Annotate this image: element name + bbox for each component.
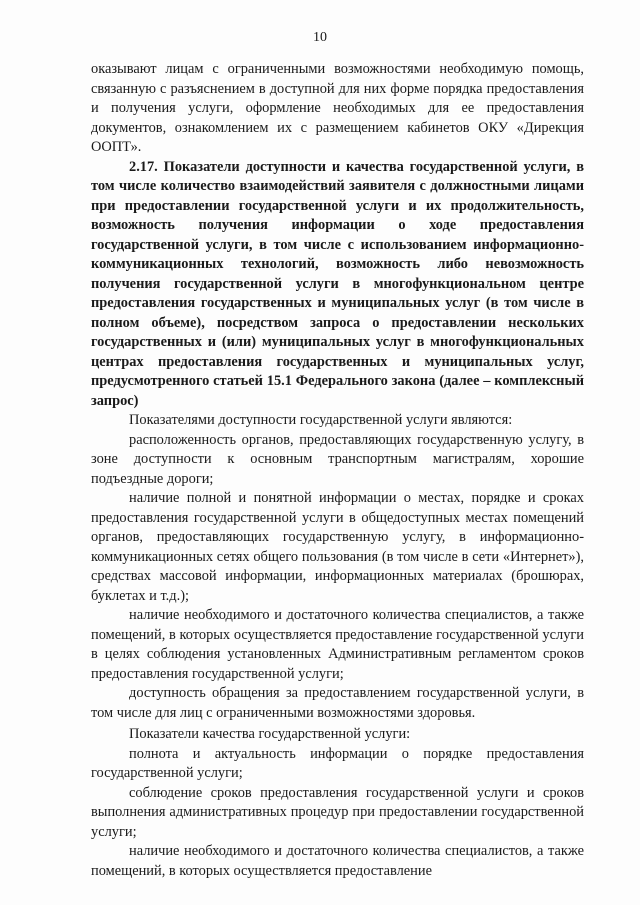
paragraph-deadlines: соблюдение сроков предоставления государственной услуги и сроков выполнения административных процедур при предоставлении государственной услуги; — [91, 784, 584, 840]
page-number: 10 — [313, 30, 327, 45]
paragraph-quality-intro: Показатели качества государственной услуги: — [129, 726, 411, 742]
paragraph-specialists-quality: наличие необходимого и достаточного количества специалистов, а также помещений, в которых осуществляется предоставление — [91, 843, 584, 879]
paragraph-continuation: оказывают лицам с ограниченными возможностями необходимую помощь, связанную с разъяснением в доступной для них форме порядка предоставления и получения услуги, оформление необходимых для ее предоставления документов, ознакомлением их с размещением кабинетов ОКУ «Дирекция ООПТ». — [91, 61, 584, 155]
section-heading-2-17: 2.17. Показатели доступности и качества государственной услуги, в том числе количество взаимодействий заявителя с должностными лицами при предоставлении государственной услуги и их продолжительность, возможность получения информации о ходе предоставления государственной услуги, в том числе с использованием информационно-коммуникационных технологий, возможность либо невозможность получения государственной услуги в многофункциональном центре предоставления государственных и муниципальных услуг (в том числе в полном объеме), посредством запроса о предоставлении нескольких государственных и (или) муниципальных услуг в многофункциональных центрах предоставления государственных и муниципальных услуг, предусмотренного статьей 15.1 Федерального закона (далее – комплексный запрос) — [91, 158, 584, 409]
paragraph-accessibility-intro: Показателями доступности государственной услуги являются: — [129, 412, 513, 428]
paragraph-location: расположенность органов, предоставляющих государственную услугу, в зоне доступности к основным транспортным магистралям, хорошие подъездные дороги; — [91, 431, 584, 487]
paragraph-information: наличие полной и понятной информации о местах, порядке и сроках предоставления государственной услуги в общедоступных местах помещений органов, предоставляющих государственную услугу, в информационно-коммуникационных сетях общего пользования (в том числе в сети «Интернет»), средствах массовой информации, информационных материалах (брошюрах, буклетах и т.д.); — [91, 490, 584, 604]
paragraph-completeness: полнота и актуальность информации о порядке предоставления государственной услуги; — [91, 745, 584, 781]
paragraph-specialists: наличие необходимого и достаточного количества специалистов, а также помещений, в которых осуществляется предоставление государственной услуги в целях соблюдения установленных Административным регламентом сроков предоставления государственной услуги; — [91, 607, 584, 682]
paragraph-accessibility-disabled: доступность обращения за предоставлением государственной услуги, в том числе для лиц с ограниченными возможностями здоровья. — [91, 685, 584, 721]
document-body — [91, 60, 584, 881]
